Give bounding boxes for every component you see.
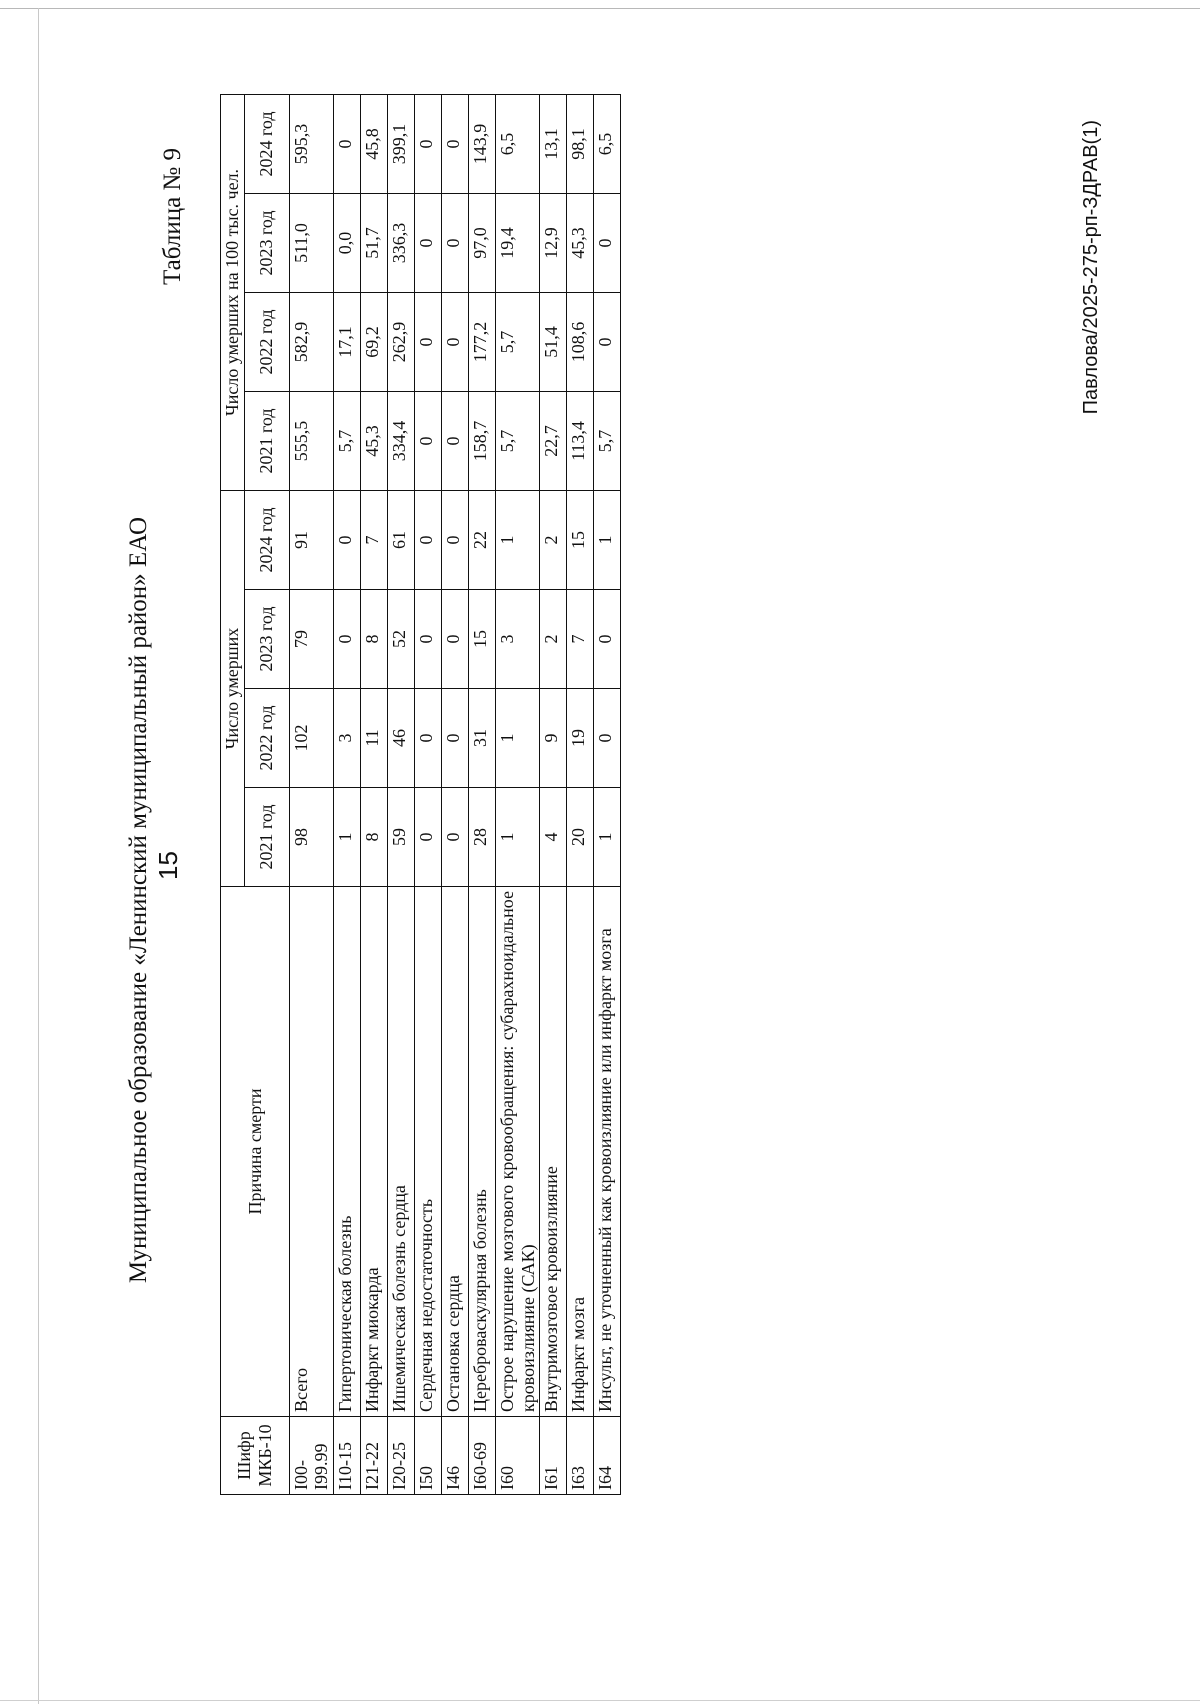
deaths-cell: 9	[540, 689, 567, 788]
deaths-cell: 91	[289, 490, 333, 589]
rate-cell: 51,7	[361, 193, 388, 292]
rate-cell: 5,7	[594, 391, 621, 490]
rate-cell: 17,1	[334, 292, 361, 391]
rate-cell: 0	[334, 94, 361, 193]
cause-cell: Гипертоническая болезнь	[334, 887, 361, 1417]
deaths-cell: 8	[361, 590, 388, 689]
deaths-cell: 0	[442, 788, 469, 887]
deaths-cell: 79	[289, 590, 333, 689]
rate-cell: 582,9	[289, 292, 333, 391]
rate-cell: 108,6	[567, 292, 594, 391]
rate-cell: 399,1	[388, 94, 415, 193]
deaths-cell: 52	[388, 590, 415, 689]
header-rate-year: 2021 год	[244, 391, 289, 490]
cause-cell: Всего	[289, 887, 333, 1417]
deaths-cell: 0	[442, 689, 469, 788]
rate-cell: 98,1	[567, 94, 594, 193]
table-row	[361, 94, 388, 1494]
deaths-cell: 8	[361, 788, 388, 887]
rate-cell: 555,5	[289, 391, 333, 490]
rate-cell: 177,2	[469, 292, 496, 391]
header-deaths-year: 2023 год	[244, 590, 289, 689]
deaths-cell: 61	[388, 490, 415, 589]
deaths-cell: 4	[540, 788, 567, 887]
deaths-cell: 1	[496, 689, 540, 788]
table-row	[496, 94, 540, 1494]
deaths-cell: 1	[496, 788, 540, 887]
rate-cell: 45,8	[361, 94, 388, 193]
rate-cell: 0	[415, 193, 442, 292]
deaths-cell: 0	[442, 590, 469, 689]
table-body	[289, 94, 621, 1494]
rate-cell: 158,7	[469, 391, 496, 490]
cause-cell: Инсульт, не уточненный как кровоизлияние или инфаркт мозга	[594, 887, 621, 1417]
rate-cell: 97,0	[469, 193, 496, 292]
icd-code-cell: I20-25	[388, 1417, 415, 1495]
cause-cell: Внутримозговое кровоизлияние	[540, 887, 567, 1417]
rate-cell: 0	[594, 292, 621, 391]
scan-edge-left	[38, 8, 39, 1704]
header-deaths-year: 2021 год	[244, 788, 289, 887]
rate-cell: 13,1	[540, 94, 567, 193]
header-row-groups	[221, 94, 245, 1494]
table-row	[415, 94, 442, 1494]
deaths-cell: 0	[334, 590, 361, 689]
deaths-cell: 22	[469, 490, 496, 589]
mortality-table	[220, 94, 621, 1495]
header-rate-group: Число умерших на 100 тыс. чел.	[221, 94, 245, 490]
rate-cell: 19,4	[496, 193, 540, 292]
document-code: Павлова/2025-275-рп-ЗДРАВ(1)	[1080, 120, 1102, 415]
deaths-cell: 15	[469, 590, 496, 689]
deaths-cell: 0	[594, 689, 621, 788]
icd-code-cell: I63	[567, 1417, 594, 1495]
header-deaths-group: Число умерших	[221, 490, 245, 886]
deaths-cell: 0	[415, 788, 442, 887]
deaths-cell: 28	[469, 788, 496, 887]
rate-cell: 6,5	[594, 94, 621, 193]
deaths-cell: 102	[289, 689, 333, 788]
rate-cell: 5,7	[496, 292, 540, 391]
deaths-cell: 46	[388, 689, 415, 788]
rate-cell: 0	[442, 391, 469, 490]
header-rate-year: 2023 год	[244, 193, 289, 292]
deaths-cell: 1	[594, 788, 621, 887]
cause-cell: Остановка сердца	[442, 887, 469, 1417]
header-code: Шифр МКБ-10	[221, 1417, 290, 1495]
deaths-cell: 0	[594, 590, 621, 689]
cause-cell: Инфаркт мозга	[567, 887, 594, 1417]
deaths-cell: 3	[334, 689, 361, 788]
rate-cell: 0	[442, 193, 469, 292]
table-row	[567, 94, 594, 1494]
rate-cell: 143,9	[469, 94, 496, 193]
cause-cell: Сердечная недостаточность	[415, 887, 442, 1417]
deaths-cell: 1	[594, 490, 621, 589]
table-row	[594, 94, 621, 1494]
table-label: Таблица № 9	[159, 147, 186, 285]
deaths-cell: 0	[415, 689, 442, 788]
rate-cell: 0	[442, 292, 469, 391]
rate-cell: 0	[415, 391, 442, 490]
table-row	[540, 94, 567, 1494]
rate-cell: 336,3	[388, 193, 415, 292]
rate-cell: 262,9	[388, 292, 415, 391]
rate-cell: 511,0	[289, 193, 333, 292]
deaths-cell: 0	[334, 490, 361, 589]
deaths-cell: 11	[361, 689, 388, 788]
rate-cell: 334,4	[388, 391, 415, 490]
deaths-cell: 7	[567, 590, 594, 689]
deaths-cell: 3	[496, 590, 540, 689]
cause-cell: Острое нарушение мозгового кровообращения: субарахноидальное кровоизлияние (САК)	[496, 887, 540, 1417]
cause-cell: Инфаркт миокарда	[361, 887, 388, 1417]
rate-cell: 69,2	[361, 292, 388, 391]
deaths-cell: 19	[567, 689, 594, 788]
cause-cell: Цереброваскулярная болезнь	[469, 887, 496, 1417]
icd-code-cell: I60-69	[469, 1417, 496, 1495]
icd-code-cell: I60	[496, 1417, 540, 1495]
table-row	[442, 94, 469, 1494]
document-title: Муниципальное образование «Ленинский муниципальный район» ЕАО	[125, 516, 152, 1284]
rate-cell: 12,9	[540, 193, 567, 292]
header-deaths-year: 2024 год	[244, 490, 289, 589]
deaths-cell: 2	[540, 590, 567, 689]
icd-code-cell: I21-22	[361, 1417, 388, 1495]
rate-cell: 5,7	[496, 391, 540, 490]
rate-cell: 0	[594, 193, 621, 292]
rate-cell: 595,3	[289, 94, 333, 193]
deaths-cell: 0	[415, 490, 442, 589]
table-row	[388, 94, 415, 1494]
icd-code-cell: I46	[442, 1417, 469, 1495]
icd-code-cell: I50	[415, 1417, 442, 1495]
icd-code-cell: I10-15	[334, 1417, 361, 1495]
rate-cell: 113,4	[567, 391, 594, 490]
cause-cell: Ишемическая болезнь сердца	[388, 887, 415, 1417]
icd-code-cell: I00-I99.99	[289, 1417, 333, 1495]
rate-cell: 22,7	[540, 391, 567, 490]
scan-edge-bottom	[0, 1700, 1200, 1701]
deaths-cell: 20	[567, 788, 594, 887]
page-number: 15	[153, 851, 183, 880]
rate-cell: 0	[415, 292, 442, 391]
rate-cell: 45,3	[567, 193, 594, 292]
deaths-cell: 1	[496, 490, 540, 589]
table-row	[469, 94, 496, 1494]
deaths-cell: 0	[415, 590, 442, 689]
table-row	[334, 94, 361, 1494]
deaths-cell: 1	[334, 788, 361, 887]
icd-code-cell: I61	[540, 1417, 567, 1495]
header-rate-year: 2024 год	[244, 94, 289, 193]
rate-cell: 6,5	[496, 94, 540, 193]
deaths-cell: 0	[442, 490, 469, 589]
deaths-cell: 15	[567, 490, 594, 589]
rate-cell: 0	[442, 94, 469, 193]
deaths-cell: 31	[469, 689, 496, 788]
rate-cell: 5,7	[334, 391, 361, 490]
deaths-cell: 2	[540, 490, 567, 589]
rotated-page-content	[115, 60, 1200, 1560]
icd-code-cell: I64	[594, 1417, 621, 1495]
rate-cell: 0	[415, 94, 442, 193]
deaths-cell: 98	[289, 788, 333, 887]
header-deaths-year: 2022 год	[244, 689, 289, 788]
deaths-cell: 59	[388, 788, 415, 887]
scan-edge-top	[0, 8, 1200, 9]
rate-cell: 51,4	[540, 292, 567, 391]
table-row	[289, 94, 333, 1494]
header-rate-year: 2022 год	[244, 292, 289, 391]
deaths-cell: 7	[361, 490, 388, 589]
rate-cell: 45,3	[361, 391, 388, 490]
rate-cell: 0,0	[334, 193, 361, 292]
header-cause: Причина смерти	[221, 887, 290, 1417]
